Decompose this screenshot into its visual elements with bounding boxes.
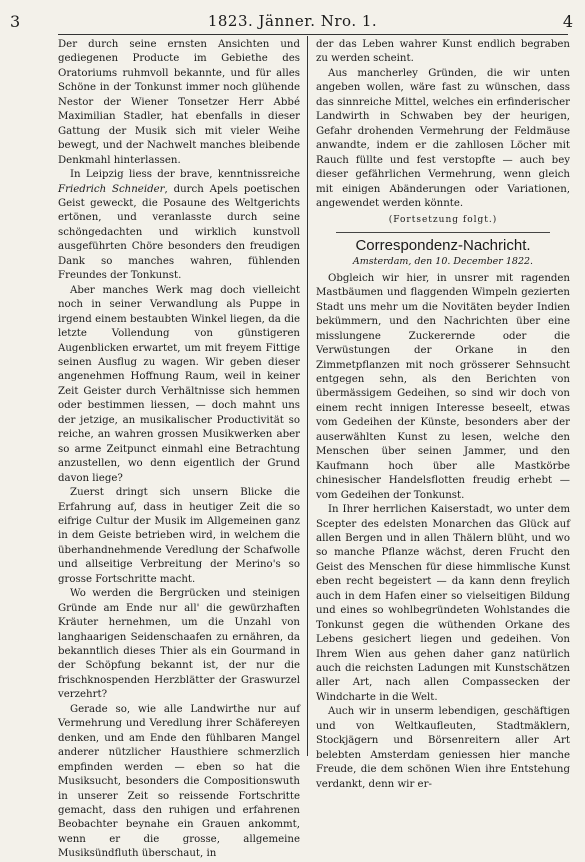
page-number-right: 4 (562, 12, 573, 31)
paragraph-text: , durch Apels poetischen Geist geweckt, die Posaune des Weltgerichts ertönen, und veranlasste durch seine schöngedachten und wirklich kunstvoll ausgeführten Chöre besonders den freudigen Dank so manches wahren, fühlenden Freundes der Tonkunst. (58, 183, 300, 282)
paragraph (58, 168, 300, 284)
page-header: 1823. Jänner. Nro. 1. (207, 12, 378, 30)
paragraph: In Ihrer herrlichen Kaiserstadt, wo unter dem Scepter des edelsten Monarchen das Glück auf allen Bergen und in allen Thälern blüht, und wo so manche Pflanze wächst, deren Frucht den Geist des Menschen für diese himmlische Kunst eben recht begeistert — da kann denn freylich auch in dem Hafen einer so vielseitigen Bildung und eines so wohlbegründeten Wohlstandes die Tonkunst gegen die wüthenden Orkane des Lebens gesichert liegen und gedeihen. Von Ihrem Wien aus gehen daher ganz natürlich auch die reichsten Ladungen mit Kunstschätzen aller Art, nach allen Compassecken der Windcharte in die Welt. (316, 504, 570, 703)
paragraph: Wo werden die Bergrücken und steinigen Gründe am Ende nur all' die gewürzhaften Kräuter hernehmen, um die Unzahl von langhaarigen Seidenschaafen zu ernähren, da bekanntlich dieses Thier als ein Gourmand in der Schöpfung bekannt ist, der nur die frischknospenden Herzblätter der Graswurzel verzehrt? (58, 588, 300, 701)
paragraph-text: In Leipzig liess der brave, kenntnissreiche (70, 169, 300, 181)
paragraph: Aus mancherley Gründen, die wir unten angeben wollen, wäre fast zu wünschen, dass das sinnreiche Mittel, welches ein erfinderischer Landwirth in Schwaben bey der heurigen, Gefahr drohenden Vermehrung der Feldmäuse anwandte, indem er die zahllosen Löcher mit Rauch füllte und fest verstopfte — auch bey dieser gefährlichen Vermehrung, wenn gleich mit einigen Abänderungen oder Variationen, angewendet werden könnte. (316, 67, 570, 209)
page-number-left: 3 (10, 12, 21, 31)
paragraph: Aber manches Werk mag doch vielleicht noch in seiner Verwandlung als Puppe in irgend einem bestaubten Winkel liegen, da die letzte Vollendung von günstigeren Augenblicken erwartet, um mit freyem Fittige seinen Ausflug zu wagen. Wir geben dieser angenehmen Hoffnung Raum, weil in keiner Zeit Geister durch Verhältnisse sich hemmen oder bestimmen liessen, — doch mahnt uns der jetzige, an musikalischer Productivität so reiche, an wahren grossen Musikwerken aber so arme Zeitpunct einmahl eine Betrachtung anzustellen, wo denn eigentlich der Grund davon liege? (58, 284, 300, 484)
paragraph: Der durch seine ernsten Ansichten und gediegenen Producte im Gebiethe des Oratoriums ruhmvoll bekannte, und für alles Schöne in der Tonkunst immer noch glühende Nestor der Wiener Tonsetzer Herr Abbé Maximilian Stadler, hat ebenfalls in dieser Gattung der Musik sich mit vieler Weihe bewegt, und der Nachwelt manches bleibende Denkmahl hinterlassen. (58, 39, 300, 166)
section-title: Correspondenz-Nachricht. (355, 236, 531, 254)
dateline: Amsterdam, den 10. December 1822. (352, 256, 534, 268)
person-name: Friedrich Schneider (58, 183, 165, 195)
paragraph: Obgleich wir hier, in unsrer mit ragenden Mastbäumen und flaggenden Wimpeln gezierten Stadt uns mehr um die Novitäten beyder Indien bekümmern, und den Nachrichten über eine misslungene Zuckerernde oder die Verwüstungen der Orkane in den Zimmetpflanzen mit noch grösserer Sehnsucht entgegen sehn, als den Berichten von übermässigem Gedeihen, so sind wir doch von einem recht innigen Interesse beseelt, etwas vom Gedeihen der Künste, besonders aber der auserwählten Kunst zu lesen, welche den Menschen über seinen Jammer, und den Kaufmann hoch über alle Mastkörbe chinesischer Handelsflotten freudig erhebt — vom Gedeihen der Tonkunst. (316, 272, 570, 501)
paragraph: Zuerst dringt sich unsern Blicke die Erfahrung auf, dass in heutiger Zeit die so eifrige Cultur der Musik im Allgemeinen ganz in dem Geiste betrieben wird, in welchem die überhandnehmende Veredlung der Schafwolle und allseitige Verbreitung der Merino's so grosse Fortschritte macht. (58, 487, 300, 585)
paragraph: Gerade so, wie alle Landwirthe nur auf Vermehrung und Veredlung ihrer Schäfereyen denken, und am Ende den fühlbaren Mangel anderer nützlicher Hausthiere schmerzlich empfinden werden — eben so hat die Musiksucht, besonders die Compositionswuth in unserer Zeit so reissende Fortschritte gemacht, dass den ruhigen und erfahrenen Beobachter beynahe ein Grauen ankommt, wenn er die grosse, allgemeine Musiksündfluth überschaut, in (58, 703, 300, 860)
column-divider (307, 36, 308, 756)
section-rule (336, 232, 550, 233)
paragraph: der das Leben wahrer Kunst endlich begraben zu werden scheint. (316, 39, 570, 65)
continuation-note: (Fortsetzung folgt.) (388, 215, 498, 226)
header-rule (58, 34, 568, 35)
paragraph: Auch wir in unserm lebendigen, geschäftigen und von Weltkaufleuten, Stadtmäklern, Stockjägern und Börsenreitern aller Art belebten Amsterdam geniessen hier manche Freude, die dem schönen Wien ihre Entstehung verdankt, denn wir er- (316, 706, 570, 790)
right-column (316, 38, 570, 792)
left-column (58, 38, 300, 862)
